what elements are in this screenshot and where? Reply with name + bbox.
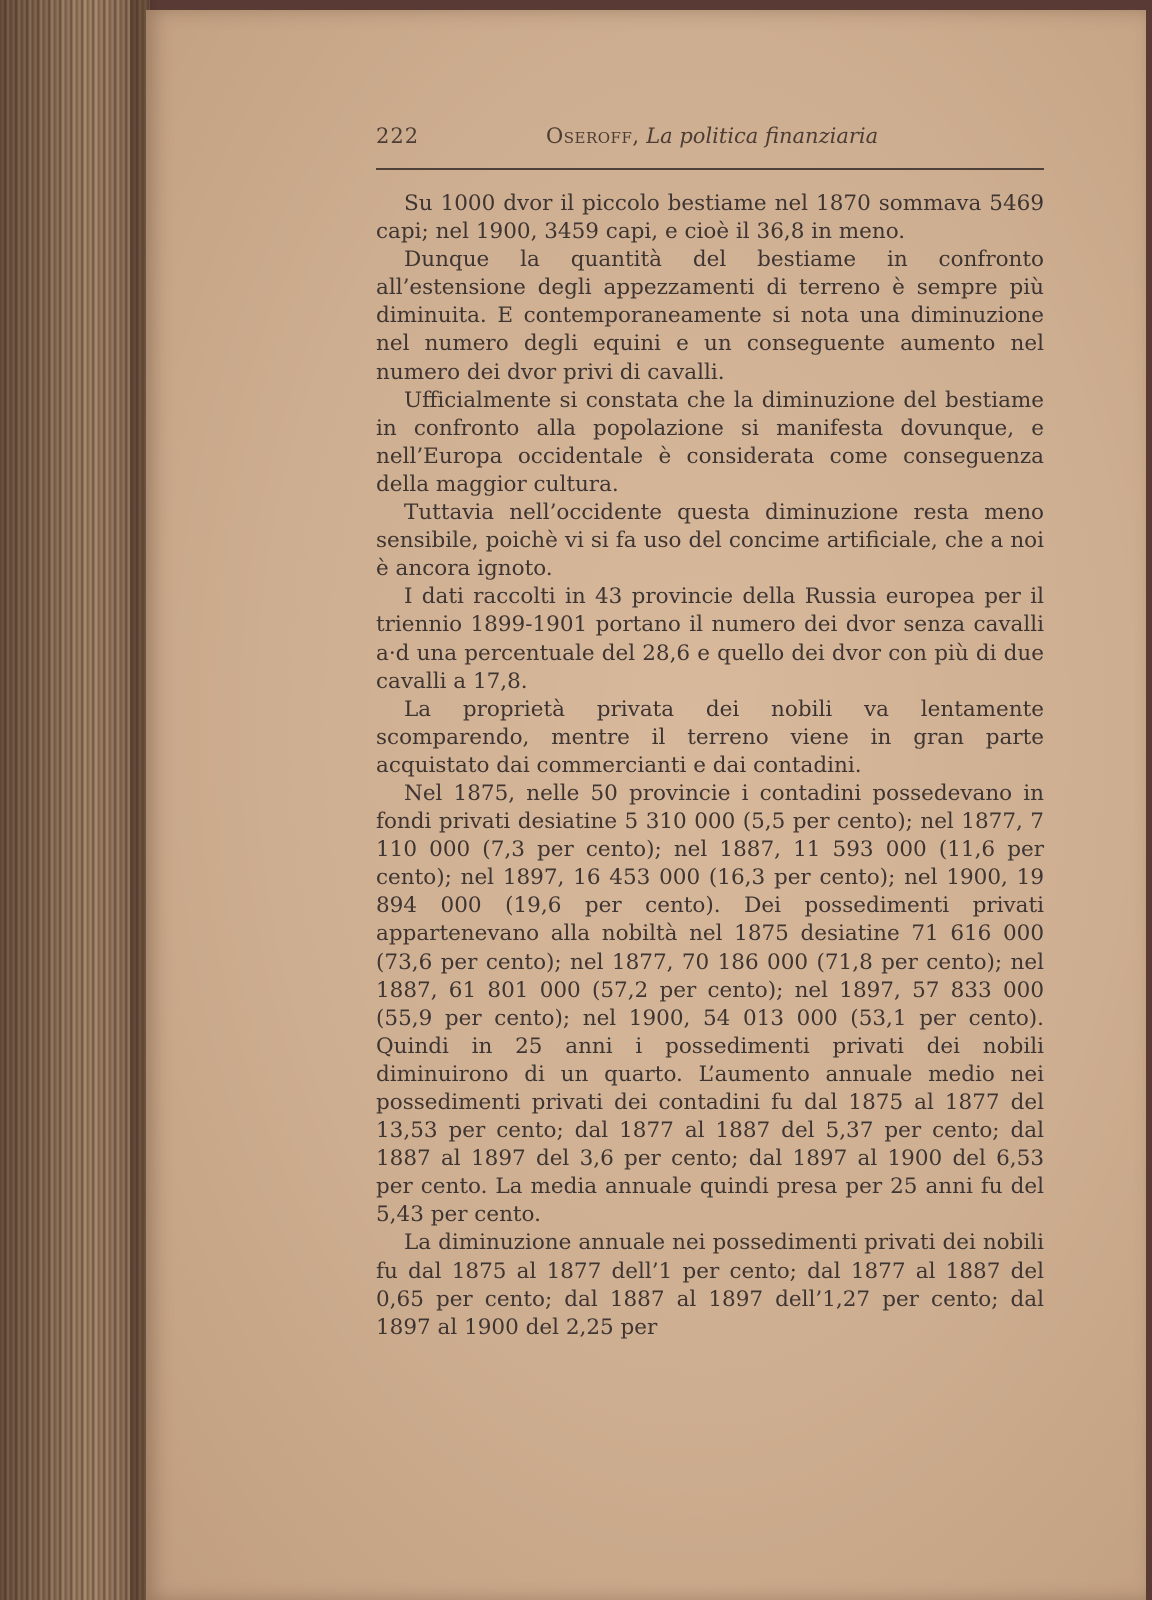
paragraph: Su 1000 dvor il piccolo bestiame nel 1870 sommava 5469 capi; nel 1900, 3459 capi, e cioè il 36,8 in meno. xyxy=(376,191,1044,245)
paragraph: Dunque la quantità del bestiame in confronto all’estensione degli appezzamenti di terreno è sempre più diminuita. E contemporaneamente si nota una diminuzione nel numero degli equini e un conseguente aumento nel numero dei dvor privi di cavalli. xyxy=(376,247,1044,385)
page-edges xyxy=(0,0,150,1600)
running-head-title: La politica finanziaria xyxy=(646,124,879,148)
page-number: 222 xyxy=(376,124,420,148)
paragraph: Ufficialmente si constata che la diminuzione del bestiame in confronto alla popolazione si manifesta dovunque, e nell’Europa occidentale è considerata come conseguenza della maggior cultura. xyxy=(376,387,1044,497)
header-rule xyxy=(376,168,1044,170)
body-text xyxy=(376,190,1044,1342)
running-head-author: Oseroff, xyxy=(546,124,640,148)
paragraph: La diminuzione annuale nei possedimenti privati dei nobili fu dal 1875 al 1877 dell’1 per cento; dal 1877 al 1887 del 0,65 per cento; dal 1887 al 1897 dell’1,27 per cento; dal 1897 al 1900 del 2,25 per xyxy=(376,1230,1044,1340)
paragraph: Tuttavia nell’occidente questa diminuzione resta meno sensibile, poichè vi si fa uso del concime artificiale, che a noi è ancora ignoto. xyxy=(376,500,1044,582)
running-head xyxy=(546,124,878,148)
paragraph: I dati raccolti in 43 provincie della Russia europea per il triennio 1899-1901 portano il numero dei dvor senza cavalli a·d una percentuale del 28,6 e quello dei dvor con più di due cavalli a 17,8. xyxy=(376,584,1044,694)
page-header xyxy=(376,124,1044,156)
paragraph: La proprietà privata dei nobili va lentamente scomparendo, mentre il terreno viene in gran parte acquistato dai commercianti e dai contadini. xyxy=(376,696,1044,778)
paragraph: Nel 1875, nelle 50 provincie i contadini possedevano in fondi privati desiatine 5 310 000 (5,5 per cento); nel 1877, 7 110 000 (7,3 per cento); nel 1887, 11 593 000 (11,6 per cento); nel 1897, 16 453 000 (16,3 per cento); nel 1900, 19 894 000 (19,6 per cento). Dei possedimenti privati appartenevano alla nobiltà nel 1875 desiatine 71 616 000 (73,6 per cento); nel 1877, 70 186 000 (71,8 per cento); nel 1887, 61 801 000 (57,2 per cento); nel 1897, 57 833 000 (55,9 per cento); nel 1900, 54 013 000 (53,1 per cento). Quindi in 25 anni i possedimenti privati dei nobili diminuirono di un quarto. L’aumento annuale medio nei possedimenti privati dei contadini fu dal 1875 al 1877 del 13,53 per cento; dal 1877 al 1887 del 5,37 per cento; dal 1887 al 1897 del 3,6 per cento; dal 1897 al 1900 del 6,53 per cento. La media annuale quindi presa per 25 anni fu del 5,43 per cento. xyxy=(376,780,1044,1228)
